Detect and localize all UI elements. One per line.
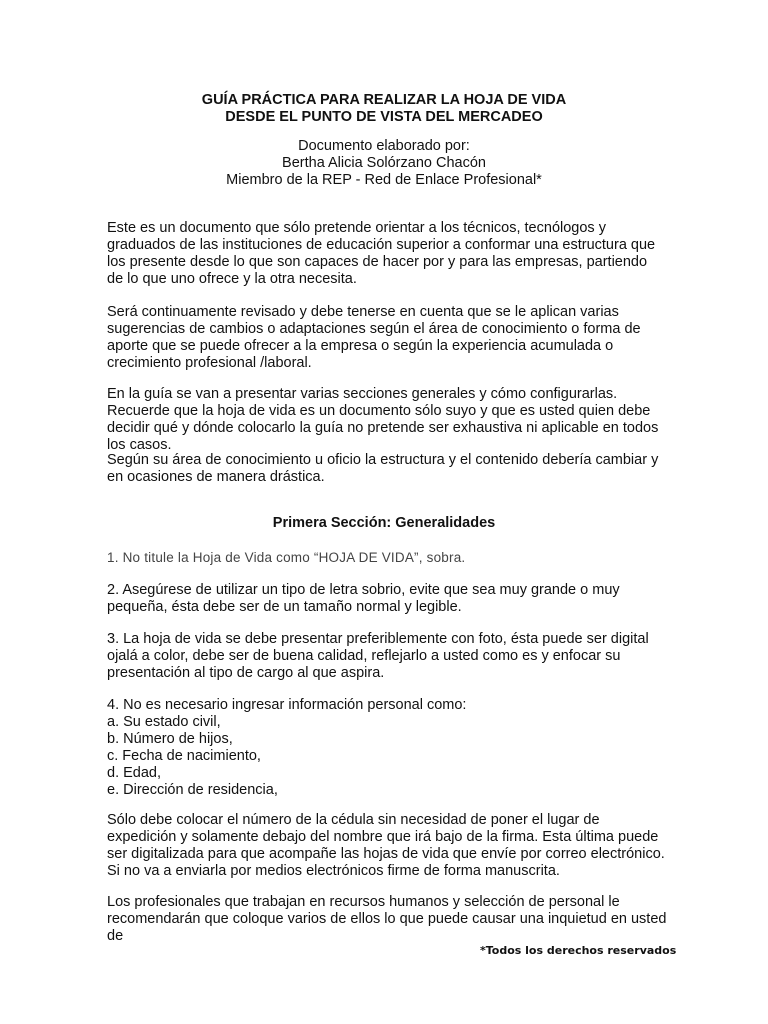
sub-item-d: d. Edad, <box>107 765 162 781</box>
sub-item-e: e. Dirección de residencia, <box>107 782 278 798</box>
author-name: Bertha Alicia Solórzano Chacón <box>282 155 486 171</box>
cedula-paragraph: Sólo debe colocar el número de la cédula sin necesidad de poner el lugar de expedición y solamente debajo del nombre que irá bajo de la firma. Esta última puede ser digitalizada para que acompañe las hojas de vida que envíe por correo electrónico. Si no va a enviarla por medios electrónicos firme de forma manuscrita. <box>107 812 665 879</box>
sub-item-c: c. Fecha de nacimiento, <box>107 748 261 764</box>
sub-item-a: a. Su estado civil, <box>107 714 221 730</box>
author-label: Documento elaborado por: <box>298 138 470 154</box>
list-item-2: 2. Asegúrese de utilizar un tipo de letra sobrio, evite que sea muy grande o muy pequeña, ésta debe ser de un tamaño normal y legible. <box>107 582 620 615</box>
intro-paragraph-3: En la guía se van a presentar varias secciones generales y cómo configurarlas. Recuerde que la hoja de vida es un documento sólo suyo y que es usted quien debe decidir qué y dónde colocarlo la guía no pretende ser exhaustiva ni aplicable en todos los casos. <box>107 386 659 453</box>
list-item-1: 1. No titule la Hoja de Vida como “HOJA DE VIDA”, sobra. <box>107 550 466 565</box>
copyright-footnote: *Todos los derechos reservados <box>480 944 677 957</box>
list-item-4-intro: 4. No es necesario ingresar información personal como: <box>107 697 467 713</box>
intro-paragraph-4: Según su área de conocimiento u oficio la estructura y el contenido debería cambiar y en ocasiones de manera drástica. <box>107 452 659 485</box>
author-affiliation: Miembro de la REP - Red de Enlace Profesional* <box>226 172 542 188</box>
intro-paragraph-2: Será continuamente revisado y debe tenerse en cuenta que se le aplican varias sugerencias de cambios o adaptaciones según el área de conocimiento o forma de aporte que se puede ofrecer a la empresa o según la experiencia acumulada o crecimiento profesional /laboral. <box>107 304 641 371</box>
title-line-2: DESDE EL PUNTO DE VISTA DEL MERCADEO <box>225 109 543 125</box>
author-block <box>0 138 768 189</box>
title-line-1: GUÍA PRÁCTICA PARA REALIZAR LA HOJA DE VIDA <box>201 92 567 108</box>
document-title <box>0 92 768 126</box>
sub-item-b: b. Número de hijos, <box>107 731 233 747</box>
profesionales-paragraph: Los profesionales que trabajan en recursos humanos y selección de personal le recomendarán que coloque varios de ellos lo que puede causar una inquietud en usted de <box>107 894 667 944</box>
intro-paragraph-1: Este es un documento que sólo pretende orientar a los técnicos, tecnólogos y graduados de las instituciones de educación superior a conformar una estructura que los presente desde lo que son capaces de hacer por y para las empresas, partiendo de lo que uno ofrece y la otra necesita. <box>107 220 656 287</box>
list-item-3: 3. La hoja de vida se debe presentar preferiblemente con foto, ésta puede ser digital ojalá a color, debe ser de buena calidad, reflejarlo a usted como es y enfocar su presentación al tipo de cargo al que aspira. <box>107 631 649 681</box>
list-item-4 <box>107 697 667 799</box>
section-heading: Primera Sección: Generalidades <box>272 515 496 531</box>
